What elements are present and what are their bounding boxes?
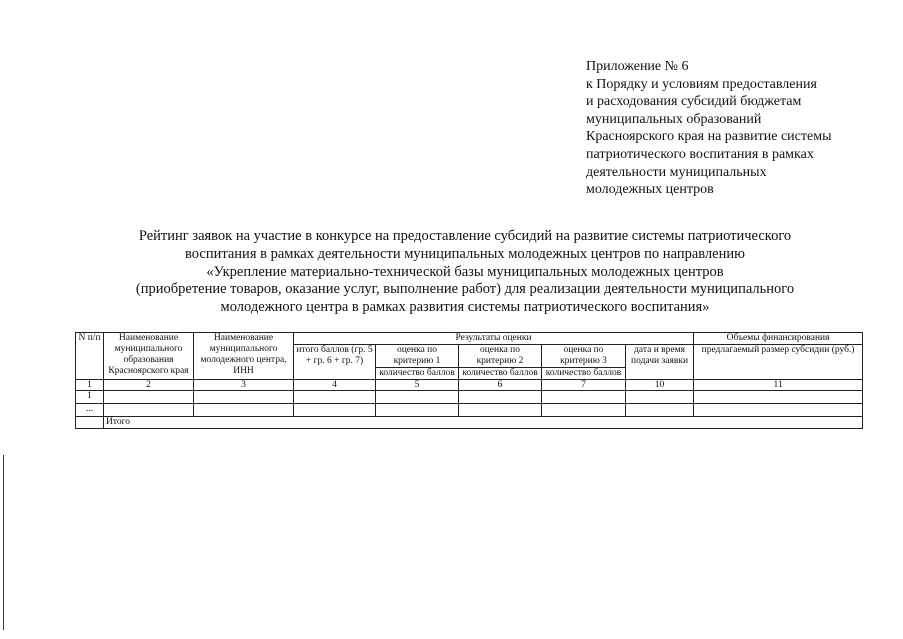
header-total-score: итого баллов (гр. 5 + гр. 6 + гр. 7) <box>294 345 376 380</box>
table-cell <box>542 391 626 404</box>
column-number: 6 <box>459 380 542 391</box>
table-cell <box>104 391 194 404</box>
table-cell <box>459 391 542 404</box>
total-row <box>76 417 863 429</box>
appendix-line: Красноярского края на развитие системы <box>586 129 832 145</box>
appendix-line: молодежных центров <box>586 182 714 198</box>
title-line: воспитания в рамках деятельности муниципальных молодежных центров по направлению <box>185 245 745 262</box>
header-municipality: Наименование муниципального образования Красноярского края <box>104 333 194 380</box>
table-cell <box>626 404 694 417</box>
title-line: молодежного центра в рамках развития системы патриотического воспитания» <box>220 299 710 316</box>
column-number: 3 <box>194 380 294 391</box>
header-criterion2: оценка по критерию 2 <box>459 345 542 368</box>
appendix-line: Приложение № 6 <box>586 59 689 74</box>
table-cell <box>76 417 104 429</box>
header-n: N п/п <box>76 333 104 380</box>
header-results-group: Результаты оценки <box>294 333 694 345</box>
header-score-count-2: количество баллов <box>459 368 542 380</box>
column-number: 7 <box>542 380 626 391</box>
table-cell <box>542 404 626 417</box>
table-row <box>76 404 863 417</box>
column-number: 5 <box>376 380 459 391</box>
appendix-line: и расходования субсидий бюджетам <box>586 94 802 110</box>
table-cell <box>194 404 294 417</box>
table-row <box>76 391 863 404</box>
table-cell <box>294 391 376 404</box>
appendix-line: патриотического воспитания в рамках <box>586 146 814 162</box>
header-score-count-3: количество баллов <box>542 368 626 380</box>
title-line: Рейтинг заявок на участие в конкурсе на предоставление субсидий на развитие системы патриотического <box>138 228 792 244</box>
appendix-line: деятельности муниципальных <box>586 164 767 180</box>
table-cell <box>194 391 294 404</box>
appendix-line: к Порядку и условиям предоставления <box>586 76 817 92</box>
header-row-1 <box>76 333 863 345</box>
row-number: ... <box>76 404 104 417</box>
header-score-count-1: количество баллов <box>376 368 459 380</box>
table-cell <box>376 404 459 417</box>
header-center: Наименование муниципального молодежного центра, ИНН <box>194 333 294 380</box>
appendix-line: муниципальных образований <box>586 111 762 127</box>
column-number: 4 <box>294 380 376 391</box>
table-cell <box>459 404 542 417</box>
column-number: 10 <box>626 380 694 391</box>
table-cell <box>294 404 376 417</box>
table-cell <box>694 404 863 417</box>
table-cell <box>104 404 194 417</box>
row-number: 1 <box>76 391 104 404</box>
rating-table <box>75 332 863 429</box>
document-title <box>60 228 870 317</box>
header-funding-group: Объемы финансирования <box>694 333 863 345</box>
header-subsidy: предлагаемый размер субсидии (руб.) <box>694 345 863 380</box>
header-date: дата и время подачи заявки <box>626 345 694 380</box>
table-cell <box>626 391 694 404</box>
column-number: 1 <box>76 380 104 391</box>
appendix-block <box>586 58 886 199</box>
column-number: 2 <box>104 380 194 391</box>
column-number: 11 <box>694 380 863 391</box>
column-numbers-row <box>76 380 863 391</box>
total-label: Итого <box>104 417 863 429</box>
title-line: (приобретение товаров, оказание услуг, выполнение работ) для реализации деятельности муниципального <box>135 281 795 298</box>
table-cell <box>694 391 863 404</box>
title-line: «Укрепление материально-технической базы муниципальных молодежных центров <box>206 263 724 280</box>
header-criterion3: оценка по критерию 3 <box>542 345 626 368</box>
header-criterion1: оценка по критерию 1 <box>376 345 459 368</box>
scan-edge-line <box>3 455 4 630</box>
table-cell <box>376 391 459 404</box>
